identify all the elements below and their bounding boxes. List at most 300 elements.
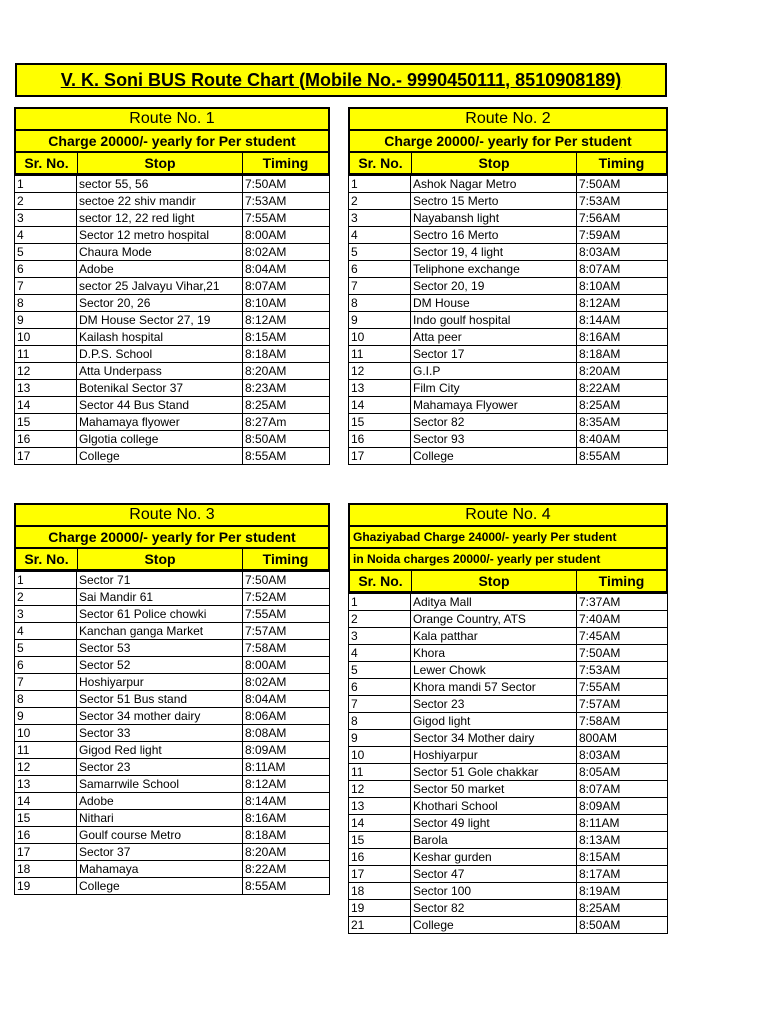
cell-sr-no: 12 bbox=[15, 363, 77, 380]
cell-timing: 8:12AM bbox=[243, 312, 330, 329]
table-row bbox=[349, 730, 668, 747]
cell-sr-no: 8 bbox=[349, 295, 411, 312]
cell-sr-no: 10 bbox=[349, 329, 411, 346]
table-row bbox=[349, 244, 668, 261]
cell-sr-no: 18 bbox=[15, 861, 77, 878]
cell-timing: 7:55AM bbox=[577, 679, 668, 696]
cell-stop: sector 12, 22 red light bbox=[77, 210, 243, 227]
cell-stop: Sector 23 bbox=[411, 696, 577, 713]
cell-sr-no: 5 bbox=[15, 640, 77, 657]
cell-stop: Barola bbox=[411, 832, 577, 849]
cell-timing: 8:03AM bbox=[577, 747, 668, 764]
table-row bbox=[349, 431, 668, 448]
cell-stop: Sai Mandir 61 bbox=[77, 589, 243, 606]
cell-sr-no: 1 bbox=[15, 572, 77, 589]
cell-stop: DM House Sector 27, 19 bbox=[77, 312, 243, 329]
cell-timing: 8:09AM bbox=[243, 742, 330, 759]
cell-stop: Khora mandi 57 Sector bbox=[411, 679, 577, 696]
cell-timing: 8:07AM bbox=[577, 781, 668, 798]
cell-stop: Sector 82 bbox=[411, 900, 577, 917]
cell-timing: 8:50AM bbox=[243, 431, 330, 448]
cell-stop: Mahamaya flyower bbox=[77, 414, 243, 431]
cell-stop: Gigod light bbox=[411, 713, 577, 730]
cell-stop: Kala patthar bbox=[411, 628, 577, 645]
cell-stop: Goulf course Metro bbox=[77, 827, 243, 844]
cell-stop: Hoshiyarpur bbox=[77, 674, 243, 691]
table-row bbox=[349, 380, 668, 397]
cell-stop: Sector 52 bbox=[77, 657, 243, 674]
table-row bbox=[349, 312, 668, 329]
table-row bbox=[349, 295, 668, 312]
cell-sr-no: 4 bbox=[15, 227, 77, 244]
cell-stop: Aditya Mall bbox=[411, 594, 577, 611]
cell-sr-no: 12 bbox=[349, 781, 411, 798]
cell-stop: Atta peer bbox=[411, 329, 577, 346]
col-timing: Timing bbox=[262, 551, 309, 567]
cell-timing: 7:40AM bbox=[577, 611, 668, 628]
table-row bbox=[349, 662, 668, 679]
cell-timing: 8:03AM bbox=[577, 244, 668, 261]
cell-timing: 8:20AM bbox=[243, 844, 330, 861]
cell-stop: sector 55, 56 bbox=[77, 176, 243, 193]
col-stop: Stop bbox=[78, 549, 243, 569]
cell-sr-no: 13 bbox=[15, 776, 77, 793]
cell-timing: 8:18AM bbox=[577, 346, 668, 363]
col-sr-no: Sr. No. bbox=[350, 571, 412, 591]
table-row bbox=[349, 645, 668, 662]
cell-sr-no: 18 bbox=[349, 883, 411, 900]
cell-sr-no: 1 bbox=[349, 176, 411, 193]
cell-timing: 7:53AM bbox=[577, 193, 668, 210]
table-row bbox=[15, 572, 330, 589]
cell-timing: 8:20AM bbox=[243, 363, 330, 380]
cell-timing: 8:08AM bbox=[243, 725, 330, 742]
cell-timing: 8:35AM bbox=[577, 414, 668, 431]
cell-timing: 7:59AM bbox=[577, 227, 668, 244]
cell-timing: 7:37AM bbox=[577, 594, 668, 611]
cell-stop: Kanchan ganga Market bbox=[77, 623, 243, 640]
cell-sr-no: 17 bbox=[15, 448, 77, 465]
table-row bbox=[349, 448, 668, 465]
cell-timing: 7:58AM bbox=[243, 640, 330, 657]
cell-sr-no: 5 bbox=[349, 662, 411, 679]
table-row bbox=[349, 628, 668, 645]
cell-stop: Sector 49 light bbox=[411, 815, 577, 832]
table-row bbox=[349, 346, 668, 363]
cell-sr-no: 11 bbox=[349, 764, 411, 781]
cell-stop: Sector 100 bbox=[411, 883, 577, 900]
table-row bbox=[349, 210, 668, 227]
cell-timing: 8:12AM bbox=[577, 295, 668, 312]
cell-sr-no: 15 bbox=[15, 414, 77, 431]
cell-timing: 8:25AM bbox=[577, 900, 668, 917]
cell-stop: Samarrwile School bbox=[77, 776, 243, 793]
cell-timing: 8:07AM bbox=[577, 261, 668, 278]
cell-timing: 8:06AM bbox=[243, 708, 330, 725]
cell-stop: Sector 33 bbox=[77, 725, 243, 742]
cell-timing: 8:55AM bbox=[243, 448, 330, 465]
cell-sr-no: 9 bbox=[349, 730, 411, 747]
cell-stop: DM House bbox=[411, 295, 577, 312]
cell-stop: Sector 47 bbox=[411, 866, 577, 883]
cell-timing: 8:50AM bbox=[577, 917, 668, 934]
table-row bbox=[349, 798, 668, 815]
cell-timing: 8:25AM bbox=[243, 397, 330, 414]
cell-timing: 8:15AM bbox=[577, 849, 668, 866]
cell-stop: Mahamaya bbox=[77, 861, 243, 878]
cell-timing: 8:00AM bbox=[243, 227, 330, 244]
cell-stop: Adobe bbox=[77, 793, 243, 810]
table-row bbox=[349, 849, 668, 866]
cell-timing: 8:07AM bbox=[243, 278, 330, 295]
cell-timing: 8:05AM bbox=[577, 764, 668, 781]
cell-sr-no: 5 bbox=[349, 244, 411, 261]
route-title: Route No. 1 bbox=[14, 107, 330, 131]
cell-timing: 7:52AM bbox=[243, 589, 330, 606]
route-charge: Charge 20000/- yearly for Per student bbox=[14, 131, 330, 153]
cell-stop: Sector 20, 26 bbox=[77, 295, 243, 312]
cell-timing: 8:16AM bbox=[577, 329, 668, 346]
cell-timing: 8:00AM bbox=[243, 657, 330, 674]
cell-timing: 8:14AM bbox=[243, 793, 330, 810]
cell-stop: Atta Underpass bbox=[77, 363, 243, 380]
cell-stop: College bbox=[77, 878, 243, 895]
cell-timing: 8:09AM bbox=[577, 798, 668, 815]
column-header-row bbox=[14, 153, 330, 175]
table-row bbox=[15, 827, 330, 844]
table-row bbox=[349, 414, 668, 431]
table-row bbox=[349, 815, 668, 832]
cell-sr-no: 4 bbox=[349, 645, 411, 662]
cell-stop: Mahamaya Flyower bbox=[411, 397, 577, 414]
cell-timing: 8:11AM bbox=[243, 759, 330, 776]
cell-stop: Sector 34 mother dairy bbox=[77, 708, 243, 725]
col-sr-no: Sr. No. bbox=[16, 549, 78, 569]
cell-stop: Nayabansh light bbox=[411, 210, 577, 227]
cell-timing: 8:25AM bbox=[577, 397, 668, 414]
cell-stop: Sector 50 market bbox=[411, 781, 577, 798]
cell-stop: Keshar gurden bbox=[411, 849, 577, 866]
table-row bbox=[349, 764, 668, 781]
cell-sr-no: 7 bbox=[349, 278, 411, 295]
cell-sr-no: 17 bbox=[349, 448, 411, 465]
cell-stop: Sector 44 Bus Stand bbox=[77, 397, 243, 414]
route-charge: Charge 20000/- yearly for Per student bbox=[348, 131, 668, 153]
table-row bbox=[15, 657, 330, 674]
cell-timing: 8:55AM bbox=[243, 878, 330, 895]
cell-timing: 8:02AM bbox=[243, 674, 330, 691]
cell-sr-no: 9 bbox=[349, 312, 411, 329]
table-row bbox=[15, 674, 330, 691]
cell-sr-no: 15 bbox=[349, 414, 411, 431]
table-row bbox=[15, 346, 330, 363]
cell-sr-no: 10 bbox=[15, 329, 77, 346]
cell-sr-no: 2 bbox=[15, 589, 77, 606]
table-row bbox=[15, 431, 330, 448]
table-row bbox=[15, 691, 330, 708]
cell-stop: Sector 19, 4 light bbox=[411, 244, 577, 261]
table-row bbox=[15, 742, 330, 759]
cell-sr-no: 21 bbox=[349, 917, 411, 934]
table-row bbox=[349, 329, 668, 346]
cell-timing: 8:18AM bbox=[243, 346, 330, 363]
cell-stop: Gigod Red light bbox=[77, 742, 243, 759]
cell-sr-no: 9 bbox=[15, 312, 77, 329]
cell-timing: 8:10AM bbox=[243, 295, 330, 312]
cell-sr-no: 3 bbox=[15, 210, 77, 227]
cell-sr-no: 3 bbox=[349, 628, 411, 645]
cell-sr-no: 2 bbox=[349, 611, 411, 628]
cell-sr-no: 2 bbox=[349, 193, 411, 210]
table-row bbox=[15, 878, 330, 895]
table-row bbox=[349, 227, 668, 244]
route-title: Route No. 2 bbox=[348, 107, 668, 131]
cell-stop: Hoshiyarpur bbox=[411, 747, 577, 764]
table-row bbox=[15, 861, 330, 878]
cell-stop: sector 25 Jalvayu Vihar,21 bbox=[77, 278, 243, 295]
table-row bbox=[15, 623, 330, 640]
cell-sr-no: 14 bbox=[15, 397, 77, 414]
cell-stop: Glgotia college bbox=[77, 431, 243, 448]
cell-sr-no: 8 bbox=[349, 713, 411, 730]
table-row bbox=[15, 244, 330, 261]
cell-timing: 7:57AM bbox=[577, 696, 668, 713]
table-row bbox=[349, 176, 668, 193]
cell-sr-no: 6 bbox=[349, 679, 411, 696]
cell-stop: Khothari School bbox=[411, 798, 577, 815]
route-charge-ghaziyabad: Ghaziyabad Charge 24000/- yearly Per student bbox=[348, 527, 668, 549]
cell-timing: 8:04AM bbox=[243, 691, 330, 708]
cell-sr-no: 15 bbox=[15, 810, 77, 827]
route-title: Route No. 4 bbox=[348, 503, 668, 527]
cell-stop: Sector 51 Gole chakkar bbox=[411, 764, 577, 781]
cell-sr-no: 13 bbox=[15, 380, 77, 397]
table-row bbox=[15, 210, 330, 227]
table-row bbox=[15, 261, 330, 278]
cell-stop: Sector 17 bbox=[411, 346, 577, 363]
col-timing: Timing bbox=[262, 155, 309, 171]
table-row bbox=[15, 363, 330, 380]
table-row bbox=[349, 611, 668, 628]
cell-stop: Sector 61 Police chowki bbox=[77, 606, 243, 623]
cell-stop: Ashok Nagar Metro bbox=[411, 176, 577, 193]
cell-stop: D.P.S. School bbox=[77, 346, 243, 363]
table-row bbox=[349, 278, 668, 295]
cell-timing: 7:50AM bbox=[243, 176, 330, 193]
cell-sr-no: 16 bbox=[15, 827, 77, 844]
cell-sr-no: 7 bbox=[349, 696, 411, 713]
cell-timing: 8:13AM bbox=[577, 832, 668, 849]
cell-timing: 8:55AM bbox=[577, 448, 668, 465]
table-row bbox=[15, 793, 330, 810]
cell-sr-no: 8 bbox=[15, 295, 77, 312]
stops-table bbox=[348, 175, 668, 465]
table-row bbox=[15, 176, 330, 193]
cell-stop: Sector 53 bbox=[77, 640, 243, 657]
cell-timing: 8:15AM bbox=[243, 329, 330, 346]
cell-timing: 7:58AM bbox=[577, 713, 668, 730]
cell-stop: G.I.P bbox=[411, 363, 577, 380]
cell-timing: 7:45AM bbox=[577, 628, 668, 645]
cell-timing: 7:55AM bbox=[243, 210, 330, 227]
cell-timing: 8:23AM bbox=[243, 380, 330, 397]
cell-timing: 7:57AM bbox=[243, 623, 330, 640]
table-row bbox=[15, 414, 330, 431]
cell-timing: 8:22AM bbox=[243, 861, 330, 878]
table-row bbox=[15, 606, 330, 623]
cell-sr-no: 6 bbox=[15, 261, 77, 278]
cell-stop: Chaura Mode bbox=[77, 244, 243, 261]
cell-sr-no: 14 bbox=[349, 815, 411, 832]
table-row bbox=[349, 781, 668, 798]
table-row bbox=[349, 866, 668, 883]
cell-sr-no: 17 bbox=[349, 866, 411, 883]
table-row bbox=[15, 193, 330, 210]
cell-stop: Botenikal Sector 37 bbox=[77, 380, 243, 397]
cell-sr-no: 3 bbox=[15, 606, 77, 623]
col-timing: Timing bbox=[598, 573, 645, 589]
col-stop: Stop bbox=[78, 153, 243, 173]
table-row bbox=[349, 363, 668, 380]
cell-timing: 7:55AM bbox=[243, 606, 330, 623]
cell-sr-no: 11 bbox=[349, 346, 411, 363]
table-row bbox=[15, 380, 330, 397]
cell-stop: Sector 71 bbox=[77, 572, 243, 589]
cell-sr-no: 6 bbox=[349, 261, 411, 278]
cell-sr-no: 8 bbox=[15, 691, 77, 708]
cell-sr-no: 16 bbox=[15, 431, 77, 448]
cell-sr-no: 7 bbox=[15, 278, 77, 295]
cell-stop: Teliphone exchange bbox=[411, 261, 577, 278]
col-timing: Timing bbox=[598, 155, 645, 171]
cell-timing: 8:04AM bbox=[243, 261, 330, 278]
route-block-1 bbox=[14, 107, 330, 465]
cell-timing: 8:20AM bbox=[577, 363, 668, 380]
cell-sr-no: 16 bbox=[349, 431, 411, 448]
cell-stop: Sectro 15 Merto bbox=[411, 193, 577, 210]
table-row bbox=[15, 329, 330, 346]
table-row bbox=[349, 713, 668, 730]
table-row bbox=[15, 397, 330, 414]
cell-timing: 8:40AM bbox=[577, 431, 668, 448]
route-block-4 bbox=[348, 503, 668, 934]
cell-timing: 8:11AM bbox=[577, 815, 668, 832]
cell-sr-no: 3 bbox=[349, 210, 411, 227]
cell-sr-no: 7 bbox=[15, 674, 77, 691]
table-row bbox=[349, 594, 668, 611]
cell-sr-no: 1 bbox=[349, 594, 411, 611]
cell-stop: College bbox=[411, 917, 577, 934]
col-sr-no: Sr. No. bbox=[16, 153, 78, 173]
column-header-row bbox=[14, 549, 330, 571]
cell-stop: Sector 20, 19 bbox=[411, 278, 577, 295]
cell-timing: 8:16AM bbox=[243, 810, 330, 827]
cell-sr-no: 6 bbox=[15, 657, 77, 674]
cell-stop: Sector 82 bbox=[411, 414, 577, 431]
cell-stop: sectoe 22 shiv mandir bbox=[77, 193, 243, 210]
cell-timing: 7:56AM bbox=[577, 210, 668, 227]
cell-timing: 8:18AM bbox=[243, 827, 330, 844]
cell-sr-no: 11 bbox=[15, 346, 77, 363]
column-header-row bbox=[348, 571, 668, 593]
cell-stop: Khora bbox=[411, 645, 577, 662]
route-block-3 bbox=[14, 503, 330, 895]
table-row bbox=[15, 844, 330, 861]
cell-sr-no: 13 bbox=[349, 798, 411, 815]
table-row bbox=[15, 312, 330, 329]
table-row bbox=[15, 810, 330, 827]
table-row bbox=[15, 295, 330, 312]
cell-stop: Sector 12 metro hospital bbox=[77, 227, 243, 244]
cell-stop: Lewer Chowk bbox=[411, 662, 577, 679]
table-row bbox=[349, 917, 668, 934]
cell-sr-no: 9 bbox=[15, 708, 77, 725]
cell-sr-no: 15 bbox=[349, 832, 411, 849]
table-row bbox=[349, 397, 668, 414]
cell-timing: 8:19AM bbox=[577, 883, 668, 900]
cell-stop: Sectro 16 Merto bbox=[411, 227, 577, 244]
cell-sr-no: 13 bbox=[349, 380, 411, 397]
table-row bbox=[349, 193, 668, 210]
cell-stop: College bbox=[411, 448, 577, 465]
table-row bbox=[349, 747, 668, 764]
cell-stop: Sector 34 Mother dairy bbox=[411, 730, 577, 747]
cell-sr-no: 19 bbox=[15, 878, 77, 895]
cell-stop: Sector 23 bbox=[77, 759, 243, 776]
cell-sr-no: 14 bbox=[15, 793, 77, 810]
route-block-2 bbox=[348, 107, 668, 465]
table-row bbox=[349, 883, 668, 900]
cell-stop: Sector 51 Bus stand bbox=[77, 691, 243, 708]
table-row bbox=[15, 227, 330, 244]
cell-timing: 7:50AM bbox=[577, 176, 668, 193]
cell-timing: 8:14AM bbox=[577, 312, 668, 329]
cell-sr-no: 16 bbox=[349, 849, 411, 866]
route-title: Route No. 3 bbox=[14, 503, 330, 527]
cell-sr-no: 14 bbox=[349, 397, 411, 414]
cell-stop: College bbox=[77, 448, 243, 465]
cell-sr-no: 12 bbox=[15, 759, 77, 776]
stops-table bbox=[14, 175, 330, 465]
cell-sr-no: 2 bbox=[15, 193, 77, 210]
stops-table bbox=[348, 593, 668, 934]
table-row bbox=[349, 832, 668, 849]
cell-timing: 8:02AM bbox=[243, 244, 330, 261]
cell-sr-no: 4 bbox=[15, 623, 77, 640]
cell-stop: Nithari bbox=[77, 810, 243, 827]
cell-sr-no: 10 bbox=[15, 725, 77, 742]
cell-sr-no: 5 bbox=[15, 244, 77, 261]
cell-timing: 8:12AM bbox=[243, 776, 330, 793]
table-row bbox=[15, 640, 330, 657]
table-row bbox=[15, 589, 330, 606]
cell-stop: Adobe bbox=[77, 261, 243, 278]
table-row bbox=[15, 725, 330, 742]
col-stop: Stop bbox=[412, 153, 577, 173]
col-stop: Stop bbox=[412, 571, 577, 591]
cell-sr-no: 17 bbox=[15, 844, 77, 861]
cell-stop: Indo goulf hospital bbox=[411, 312, 577, 329]
cell-timing: 8:17AM bbox=[577, 866, 668, 883]
cell-sr-no: 12 bbox=[349, 363, 411, 380]
table-row bbox=[15, 448, 330, 465]
cell-sr-no: 4 bbox=[349, 227, 411, 244]
cell-timing: 7:50AM bbox=[243, 572, 330, 589]
table-row bbox=[15, 776, 330, 793]
cell-sr-no: 1 bbox=[15, 176, 77, 193]
cell-stop: Orange Country, ATS bbox=[411, 611, 577, 628]
cell-stop: Kailash hospital bbox=[77, 329, 243, 346]
